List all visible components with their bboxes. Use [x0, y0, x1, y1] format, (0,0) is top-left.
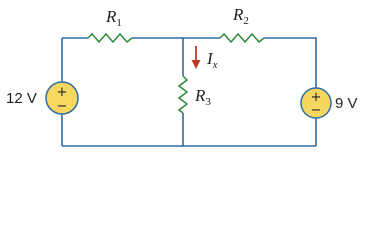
voltage-source-right — [301, 88, 358, 118]
voltage-source-left — [6, 82, 78, 114]
current-ix — [192, 46, 218, 71]
current-arrowhead-icon — [192, 60, 201, 69]
wires — [62, 38, 316, 146]
voltage-source-left-plus: + — [56, 85, 68, 100]
voltage-source-right-minus: − — [310, 103, 322, 118]
resistor-r2-zigzag — [220, 34, 264, 42]
voltage-source-left-value: 12 V — [6, 90, 37, 107]
resistor-r1-zigzag — [88, 34, 132, 42]
wire-top-right — [264, 38, 316, 88]
resistor-r2 — [220, 5, 264, 42]
resistor-r1-label: $R_1$ — [106, 7, 122, 29]
voltage-source-left-minus: − — [56, 99, 68, 114]
resistor-r1 — [88, 7, 132, 42]
resistor-r3-label: $R_3$ — [195, 86, 211, 108]
voltage-source-right-plus: + — [310, 90, 322, 105]
voltage-source-right-value: 9 V — [335, 95, 358, 112]
resistor-r3 — [179, 76, 211, 113]
resistor-r2-label: $R_2$ — [233, 5, 249, 27]
resistor-r3-zigzag — [179, 76, 187, 113]
current-ix-label: $I_x$ — [207, 49, 218, 71]
